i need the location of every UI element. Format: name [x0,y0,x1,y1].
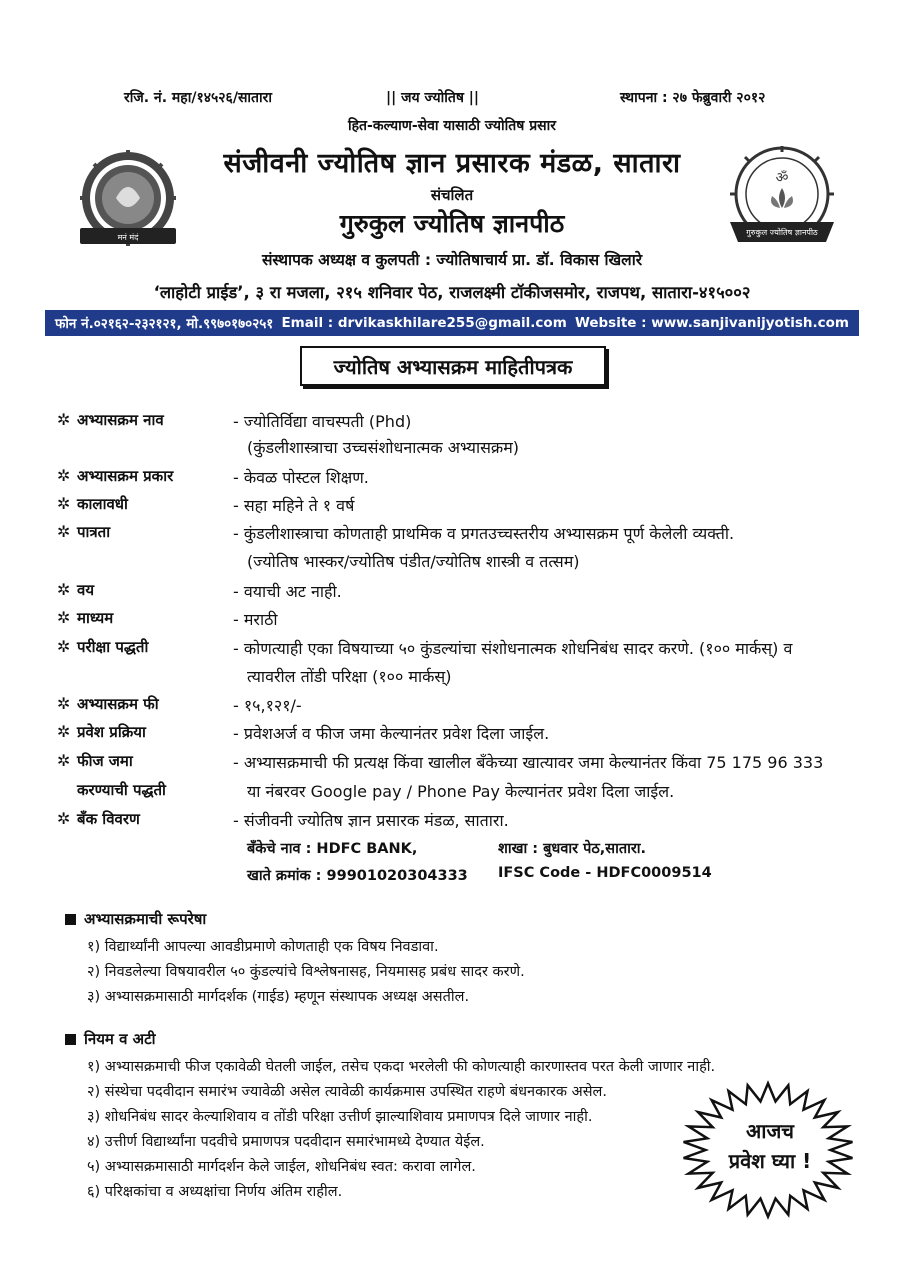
detail-value: - वयाची अट नाही. [233,582,342,601]
detail-value: त्यावरील तोंडी परिक्षा (१०० मार्कस्) [247,667,452,686]
detail-value: - प्रवेशअर्ज व फीज जमा केल्यानंतर प्रवेश दिला जाईल. [233,724,550,743]
right-logo-ribbon: गुरुकुल ज्योतिष ज्ञानपीठ [746,228,818,237]
rule-item: ४) उत्तीर्ण विद्यार्थ्यांना पदवीचे प्रमाणपत्र पदवीदान समारंभामध्ये देण्यात येईल. [87,1134,485,1150]
detail-value: - १५,१२१/- [233,696,302,715]
tagline: हित-कल्याण-सेवा यासाठी ज्योतिष प्रसार [347,118,556,134]
detail-value: (कुंडलीशास्त्राचा उच्चसंशोधनात्मक अभ्यासक्रम) [247,438,520,457]
established-date: स्थापना : २७ फेब्रुवारी २०१२ [620,90,766,106]
bank-branch: शाखा : बुधवार पेठ,सातारा. [498,841,647,857]
detail-label: ✲ फीज जमा [57,751,133,770]
detail-value: - संजीवनी ज्योतिष ज्ञान प्रसारक मंडळ, सातारा. [233,811,509,830]
detail-value: - केवळ पोस्टल शिक्षण. [233,468,369,487]
svg-text:ॐ: ॐ [775,170,789,186]
bank-name: बँकेचे नाव : HDFC BANK, [247,841,418,857]
outline-item: २) निवडलेल्या विषयावरील ५० कुंडल्यांचे विश्लेषनासह, नियमासह प्रबंध सादर करणे. [87,964,525,980]
organization-name: संजीवनी ज्योतिष ज्ञान प्रसारक मंडळ, सातारा [223,148,681,179]
detail-label: ✲ माध्यम [57,608,114,627]
detail-label: ✲ बँक विवरण [57,809,140,828]
burst-line-2: प्रवेश घ्या ! [728,1149,812,1173]
detail-value: - कुंडलीशास्त्राचा कोणताही प्राथमिक व प्रगतउच्चस्तरीय अभ्यासक्रम पूर्ण केलेली व्यक्ती. [233,524,735,543]
detail-label: ✲ प्रवेश प्रक्रिया [57,722,146,741]
star-bullet-icon: ✲ [57,637,71,656]
rule-item: १) अभ्यासक्रमाची फीज एकावेळी घेतली जाईल, तसेच एकदा भरलेली फी कोणत्याही कारणास्तव परत केली जाणार नाही. [87,1059,716,1075]
address-line: ‘लाहोटी प्राईड’, ३ रा मजला, २१५ शनिवार पेठ, राजलक्ष्मी टॉकीजसमोर, राजपथ, सातारा-४१५००२ [153,283,751,302]
star-bullet-icon: ✲ [57,466,71,485]
rule-item: ५) अभ्यासक्रमासाठी मार्गदर्शन केले जाईल, शोधनिबंध स्वत: करावा लागेल. [87,1159,476,1175]
website-text: Website : www.sanjivanijyotish.com [574,315,849,331]
detail-value: - मराठी [233,610,278,629]
star-bullet-icon: ✲ [57,522,71,541]
detail-label: ✲ कालावधी [57,494,128,513]
outline-heading: अभ्यासक्रमाची रूपरेषा [65,909,206,929]
document-title: ज्योतिष अभ्यासक्रम माहितीपत्रक [300,346,606,386]
sanchalit-label: संचलित [430,186,474,204]
phone-text: फोन नं.०२१६२-२३२१२१, मो.९९७०१७०२५१ [55,316,274,332]
detail-value: - अभ्यासक्रमाची फी प्रत्यक्ष किंवा खालील बँकेच्या खात्यावर जमा केल्यानंतर किंवा 75 175 96 333 [233,753,824,772]
detail-label: ✲ पात्रता [57,522,111,541]
star-bullet-icon: ✲ [57,494,71,513]
detail-value: - ज्योतिर्विद्या वाचस्पती (Phd) [233,412,412,431]
square-bullet-icon [65,1034,76,1045]
outline-item: १) विद्यार्थ्यांनी आपल्या आवडीप्रमाणे कोणताही एक विषय निवडावा. [87,939,439,955]
detail-label: ✲ अभ्यासक्रम नाव [57,410,164,429]
outline-item: ३) अभ्यासक्रमासाठी मार्गदर्शक (गाईड) म्हणून संस्थापक अध्यक्ष असतील. [87,989,470,1005]
rule-item: २) संस्थेचा पदवीदान समारंभ ज्यावेळी असेल त्यावेळी कार्यक्रमास उपस्थित राहणे बंधनकारक असेल. [87,1084,607,1100]
star-bullet-icon: ✲ [57,809,71,828]
detail-label: ✲ अभ्यासक्रम फी [57,694,159,713]
left-logo-ribbon: मनं मंदं [117,233,139,242]
rules-heading: नियम व अटी [65,1029,156,1049]
detail-value: - कोणत्याही एका विषयाच्या ५० कुंडल्यांचा संशोधनात्मक शोधनिबंध सादर करणे. (१०० मार्कस्) व [233,639,793,658]
rule-item: ६) परिक्षकांचा व अध्यक्षांचा निर्णय अंतिम राहील. [87,1184,343,1200]
star-bullet-icon: ✲ [57,751,71,770]
email-text: Email : drvikaskhilare255@gmail.com [281,315,567,331]
star-bullet-icon: ✲ [57,608,71,627]
detail-value: (ज्योतिष भास्कर/ज्योतिष पंडीत/ज्योतिष शास्त्री व तत्सम) [247,552,580,571]
star-bullet-icon: ✲ [57,694,71,713]
burst-line-1: आजच [746,1119,794,1143]
rule-item: ३) शोधनिबंध सादर केल्याशिवाय व तोंडी परिक्षा उत्तीर्ण झाल्याशिवाय प्रमाणपत्र दिले जाणार नाही. [87,1109,593,1125]
contact-bar [45,310,859,336]
founder-line: संस्थापक अध्यक्ष व कुलपती : ज्योतिषाचार्य प्रा. डॉ. विकास खिलारे [261,251,643,269]
admission-starburst [676,1080,856,1220]
star-bullet-icon: ✲ [57,722,71,741]
registration-number: रजि. नं. महा/१४५२६/सातारा [124,90,273,106]
square-bullet-icon [65,914,76,925]
jay-jyotish: || जय ज्योतिष || [386,90,480,106]
detail-label: ✲ वय [57,580,95,599]
detail-label-continued: करण्याची पद्धती [77,781,166,799]
bank-account-number: खाते क्रमांक : 99901020304333 [247,868,468,884]
detail-label: ✲ परीक्षा पद्धती [57,637,149,656]
star-bullet-icon: ✲ [57,410,71,429]
detail-value: - सहा महिने ते १ वर्ष [233,496,355,515]
detail-label: ✲ अभ्यासक्रम प्रकार [57,466,174,485]
star-bullet-icon: ✲ [57,580,71,599]
detail-value: या नंबरवर Google pay / Phone Pay केल्यानंतर प्रवेश दिला जाईल. [247,782,675,801]
institute-name: गुरुकुल ज्योतिष ज्ञानपीठ [339,209,565,238]
bank-ifsc: IFSC Code - HDFC0009514 [498,865,712,881]
